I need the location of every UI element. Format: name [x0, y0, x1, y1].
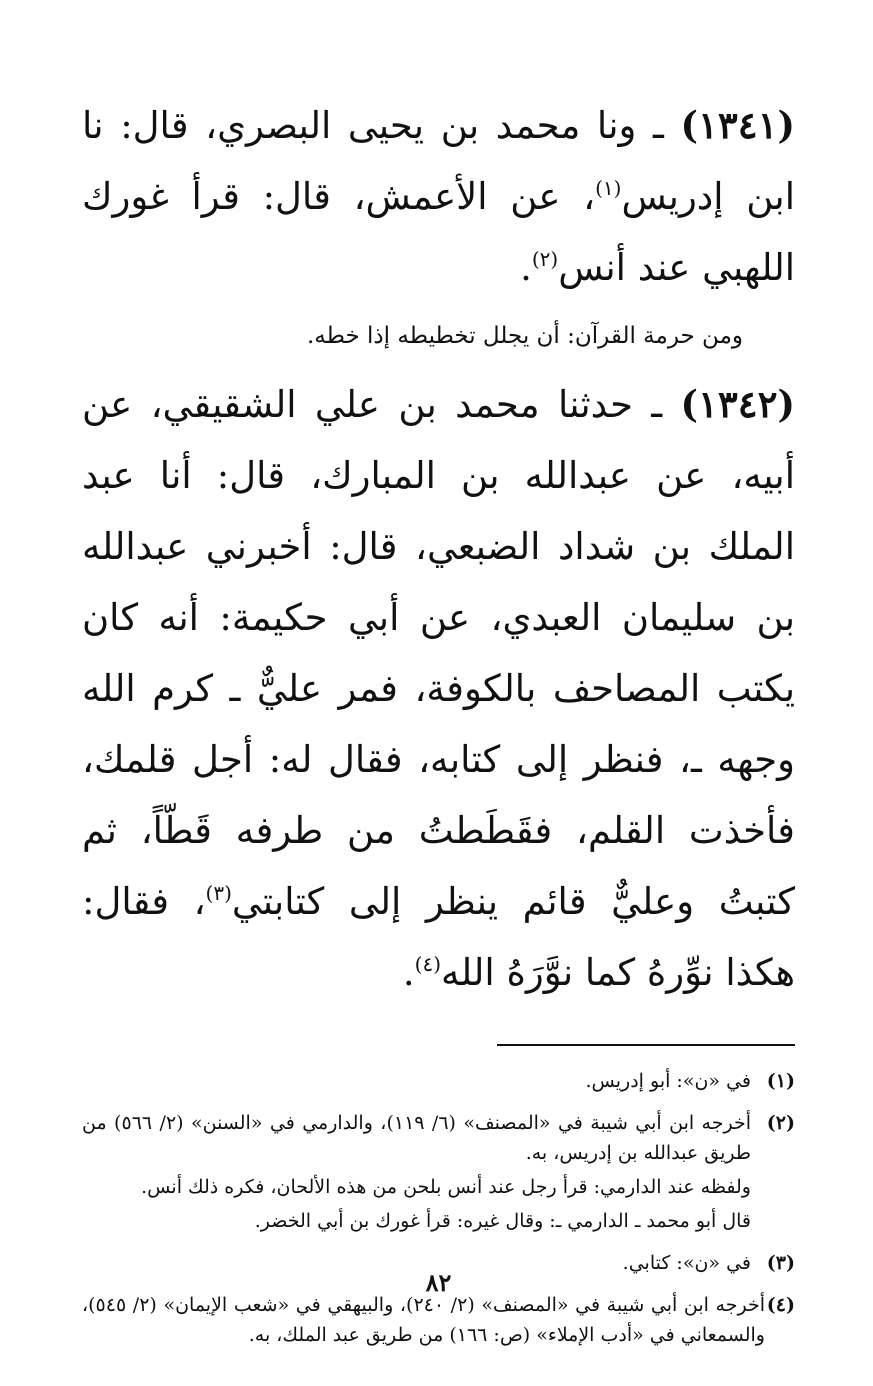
- footnote-ref-4: (٤): [414, 952, 442, 976]
- hadith-text: ، عن الأعمش، قال: قرأ غورك اللهبي عند أنس: [82, 175, 795, 289]
- footnote-text: أخرجه ابن أبي شيبة في «المصنف» (٢/ ٢٤٠)، والبيهقي في «شعب الإيمان» (٢/ ٥٤٥)، والسمعاني في «أدب الإملاء» (ص: ١٦٦) من طريق عبد الملك، به.: [82, 1294, 765, 1346]
- page: [82, 90, 795, 1386]
- footnote-text: أخرجه ابن أبي شيبة في «المصنف» (٦/ ١١٩)، والدارمي في «السنن» (٢/ ٥٦٦) من طريق عبدالله بن إدريس، به.: [82, 1112, 751, 1164]
- footnote-ref-2: (٢): [531, 247, 559, 271]
- footnote-ref-3: (٣): [205, 881, 232, 905]
- hadith-1341: [82, 90, 795, 303]
- footnote-number: (٣): [766, 1252, 795, 1274]
- footnote-text: في «ن»: أبو إدريس.: [585, 1070, 751, 1092]
- footnote-separator: [497, 1044, 795, 1046]
- hadith-text-end: .: [402, 951, 415, 994]
- hadith-text: ـ حدثنا محمد بن علي الشقيقي، عن أبيه، عن عبدالله بن المبارك، قال: أنا عبد الملك بن شداد الضبعي، قال: أخبرني عبدالله بن سليمان العبدي، عن أبي حكيمة: أنه كان يكتب المصاحف بالكوفة، فمر عليٌّ ـ كرم الله وجهه ـ، فنظر إلى كتابه، فقال له: أجل قلمك، فأخذت القلم، فقَطَطتُ من طرفه قَطّاً، ثم كتبتُ وعليٌّ قائم ينظر إلى كتابتي: [82, 383, 795, 923]
- footnote-number: (٤): [766, 1294, 795, 1316]
- footnote-text: ولفظه عند الدارمي: قرأ رجل عند أنس بلحن من هذه الألحان، فكره ذلك أنس.: [141, 1176, 751, 1198]
- footnotes: [82, 1066, 795, 1354]
- hadith-number: (١٣٤٢): [680, 382, 795, 426]
- footnote-number: (١): [766, 1070, 795, 1092]
- author-note: ومن حرمة القرآن: أن يجلل تخطيطه إذا خطه.: [307, 323, 743, 349]
- footnote-number: (٢): [766, 1112, 795, 1134]
- hadith-number: (١٣٤١): [680, 103, 795, 147]
- footnote-2: [82, 1108, 795, 1240]
- hadith-text-end: .: [520, 246, 532, 289]
- hadith-text: ـ ونا محمد بن يحيى البصري، قال: نا ابن إدريس: [82, 104, 795, 218]
- page-number: ٨٢: [425, 1268, 452, 1297]
- hadith-1342: [82, 369, 795, 1008]
- footnote-4: [82, 1290, 795, 1354]
- footnote-ref-1: (١): [595, 176, 622, 200]
- footnote-text: قال أبو محمد ـ الدارمي ـ: وقال غيره: قرأ غورك بن أبي الخضر.: [254, 1210, 751, 1232]
- hadith-text: ، فقال: هكذا نوِّرهُ كما نوَّرَهُ الله: [82, 880, 795, 994]
- footnote-1: [82, 1066, 795, 1100]
- footnote-text: في «ن»: كتابي.: [622, 1252, 751, 1274]
